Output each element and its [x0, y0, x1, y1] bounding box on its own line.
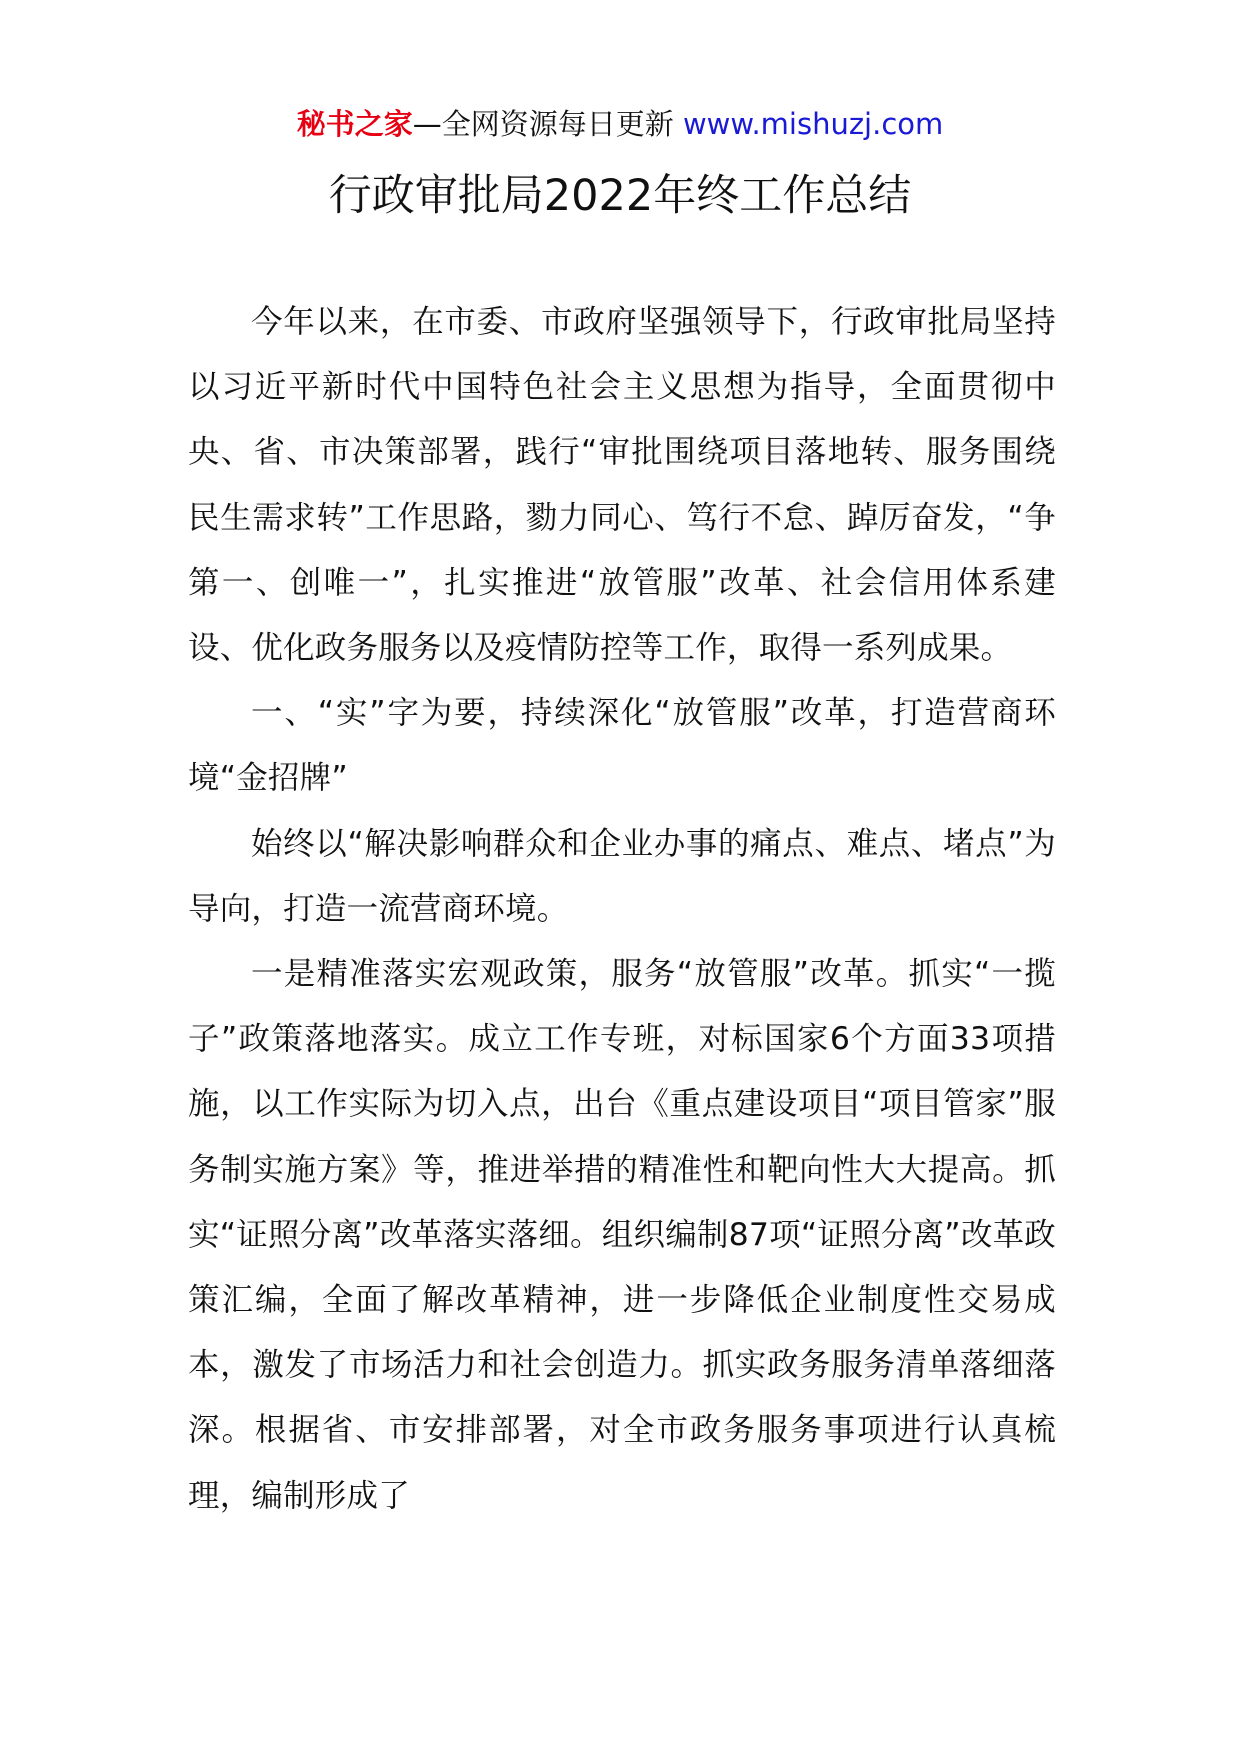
section-heading-1: 一、“实”字为要，持续深化“放管服”改革，打造营商环境“金招牌” [188, 695, 1056, 797]
document-title: 行政审批局2022年终工作总结 [328, 171, 912, 221]
site-url-link[interactable]: www.mishuzj.com [682, 107, 944, 141]
section-1-summary-paragraph: 始终以“解决影响群众和企业办事的痛点、难点、堵点”为导向，打造一流营商环境。 [188, 825, 1056, 927]
document-body [188, 290, 1056, 1529]
site-brand: 秘书之家 [296, 107, 413, 141]
section-1-point-1-paragraph: 一是精准落实宏观政策，服务“放管服”改革。抓实“一揽子”政策落地落实。成立工作专班，对标国家6个方面33项措施，以工作实际为切入点，出台《重点建设项目“项目管家”服务制实施方案》等，推进举措的精准性和靶向性大大提高。抓实“证照分离”改革落实落细。组织编制87项“证照分离”改革政策汇编，全面了解改革精神，进一步降低企业制度性交易成本，激发了市场活力和社会创造力。抓实政务服务清单落细落深。根据省、市安排部署，对全市政务服务事项进行认真梳理，编制形成了 [188, 956, 1056, 1514]
intro-paragraph: 今年以来，在市委、市政府坚强领导下，行政审批局坚持以习近平新时代中国特色社会主义思想为指导，全面贯彻中央、省、市决策部署，践行“审批围绕项目落地转、服务围绕民生需求转”工作思路，勠力同心、笃行不怠、踔厉奋发，“争第一、创唯一”，扎实推进“放管服”改革、社会信用体系建设、优化政务服务以及疫情防控等工作，取得一系列成果。 [188, 304, 1056, 667]
site-header [0, 104, 1240, 144]
site-tagline: —全网资源每日更新 [412, 107, 674, 141]
